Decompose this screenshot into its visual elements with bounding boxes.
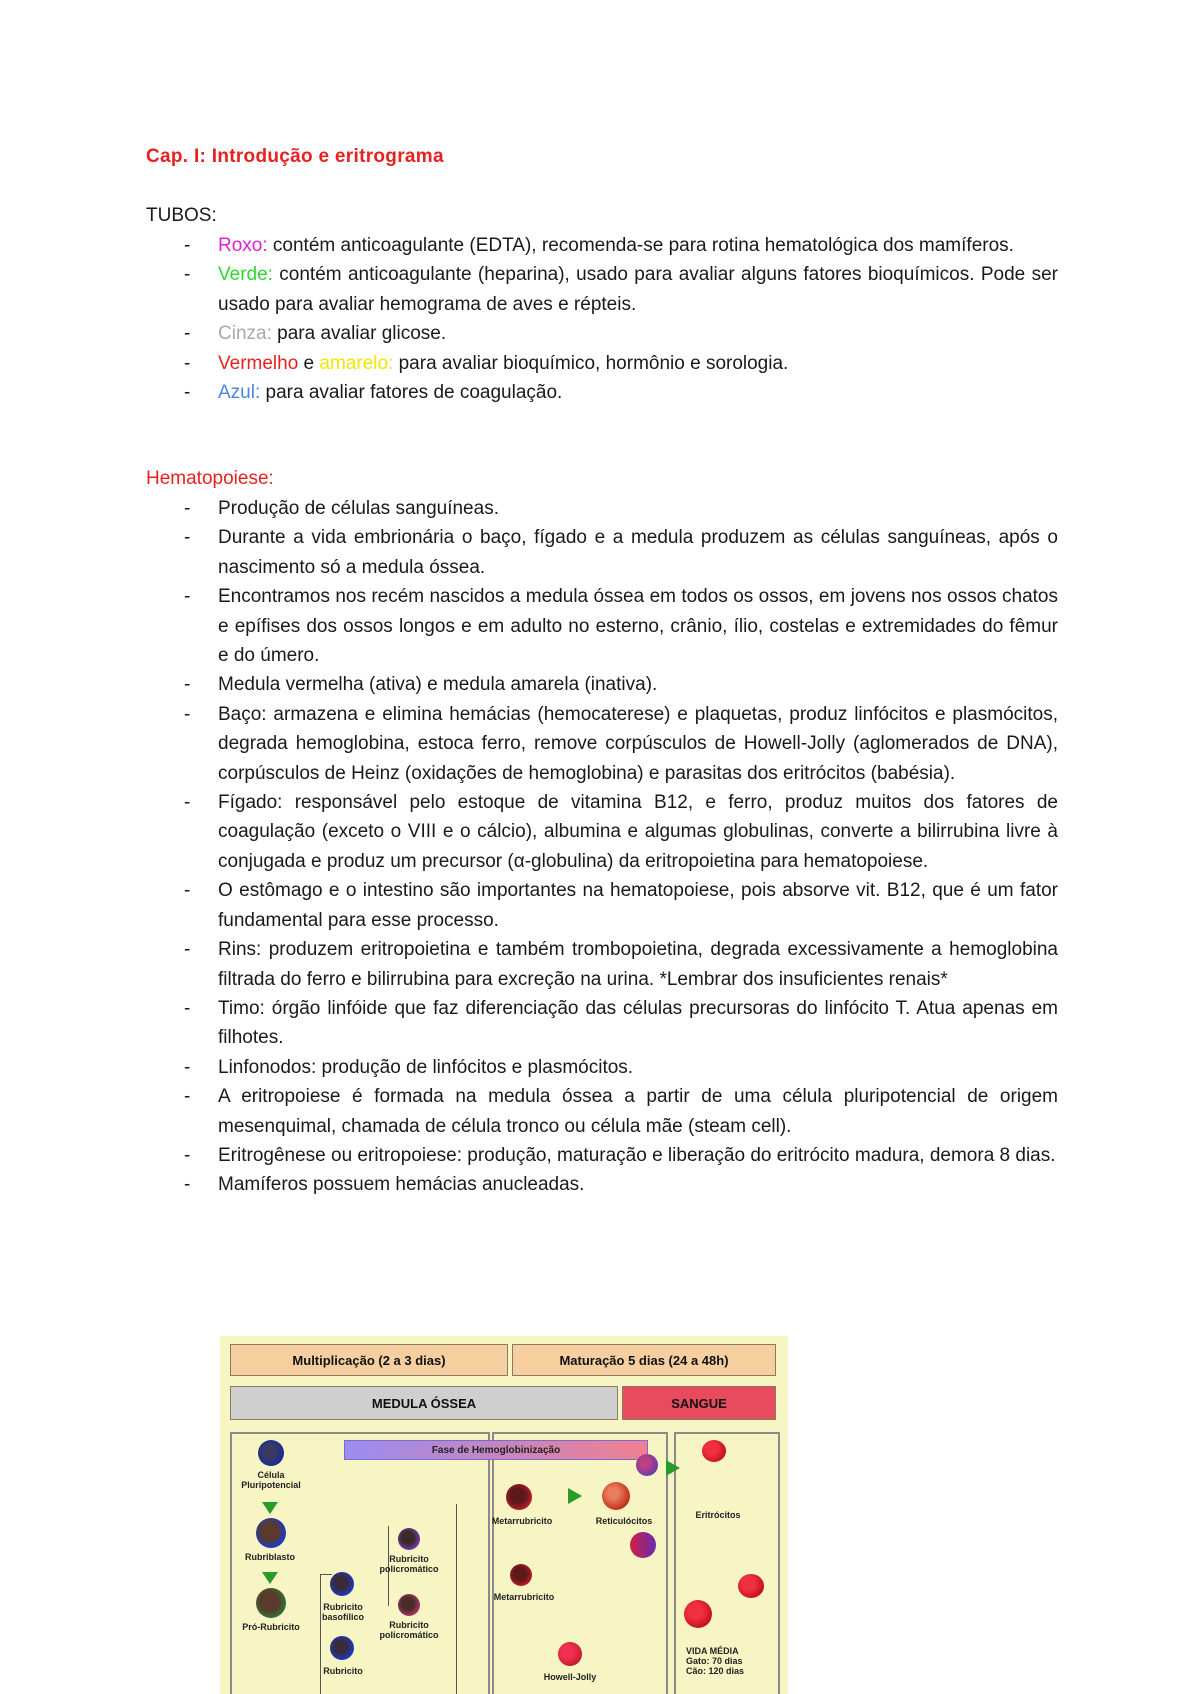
list-dash: -: [184, 586, 191, 608]
list-dash: -: [184, 997, 191, 1019]
list-item: [146, 994, 1058, 1053]
list-item-text: A eritropoiese é formada na medula óssea a partir de uma célula pluripotencial de origem mesenquimal, chamada de célula tronco ou célula mãe (steam cell).: [218, 1086, 1058, 1137]
list-item-text: Medula vermelha (ativa) e medula amarela (inativa).: [218, 674, 658, 696]
tubos-heading: TUBOS:: [146, 205, 217, 226]
list-item: [146, 260, 1058, 319]
metarubricyte-label: Metarrubricito: [493, 1592, 555, 1602]
bone-marrow-bar: MEDULA ÓSSEA: [230, 1386, 618, 1420]
tube-description: para avaliar fatores de coagulação.: [260, 382, 563, 404]
list-item: [146, 670, 1058, 699]
list-item: [146, 700, 1058, 788]
erythropoiesis-figure: [220, 1336, 788, 1694]
pro-rubricyte-label: Pró-Rubricito: [242, 1622, 300, 1632]
list-item: [146, 494, 1058, 523]
list-item: [146, 231, 1058, 260]
list-item-text: O estômago e o intestino são importantes na hematopoiese, pois absorve vit. B12, que é um fator fundamental para esse processo.: [218, 880, 1058, 931]
polychromatic-rubricyte-label: Rubricito policromático: [379, 1620, 439, 1640]
tube-color-label: Vermelho: [218, 352, 299, 374]
tube-color-label: Verde:: [218, 264, 273, 286]
blood-bar: SANGUE: [622, 1386, 776, 1420]
list-dash: -: [184, 1086, 191, 1108]
list-dash: -: [184, 235, 191, 256]
list-item-text: Fígado: responsável pelo estoque de vitamina B12, e ferro, produz muitos dos fatores de coagulação (exceto o VIII e o cálcio), albumina e algumas globulinas, converte a bilirrubina livre à conjugada e produz um precursor (α-globulina) da eritropoietina para hematopoiese.: [218, 792, 1058, 872]
green-arrow-down-icon: [262, 1572, 278, 1584]
hematopoiese-heading: Hematopoiese:: [146, 468, 274, 489]
tube-color-label: Cinza:: [218, 323, 272, 345]
list-item: [146, 1170, 1058, 1199]
green-arrow-right-icon: [568, 1488, 582, 1504]
list-dash: -: [184, 1056, 191, 1078]
list-item-text: Produção de células sanguíneas.: [218, 498, 499, 519]
list-item: [146, 582, 1058, 670]
rubriblast-cell-icon: [256, 1518, 286, 1548]
list-item: [146, 523, 1058, 582]
connector-line: [320, 1574, 321, 1694]
reticulocyte-cell-icon: [636, 1454, 658, 1476]
pluripotent-cell-label: Célula Pluripotencial: [241, 1470, 301, 1490]
green-arrow-right-icon: [666, 1460, 680, 1476]
pluripotent-cell-icon: [258, 1440, 284, 1466]
list-dash: -: [184, 1144, 191, 1166]
list-dash: -: [184, 323, 191, 345]
list-dash: -: [184, 527, 191, 549]
basophilic-rubricyte-label: Rubricito basofílico: [321, 1602, 364, 1622]
polychromatic-rubricyte-cell-icon: [398, 1528, 420, 1550]
metarubricyte-cell-icon: [506, 1484, 532, 1510]
erythrocyte-cell-icon: [702, 1440, 726, 1462]
list-item: [146, 378, 1058, 407]
list-item: [146, 1053, 1058, 1082]
tubos-list: [146, 231, 1058, 407]
list-dash: -: [184, 264, 191, 286]
life-span-label: VIDA MÉDIA Gato: 70 dias Cão: 120 dias: [686, 1646, 745, 1676]
list-item: [146, 1082, 1058, 1141]
list-item-text: Baço: armazena e elimina hemácias (hemocaterese) e plaquetas, produz linfócitos e plasmócitos, degrada hemoglobina, estoca ferro, remove corpúsculos de Howell-Jolly (aglomerados de DNA), corpúsculos de Heinz (oxidações de hemoglobina) e parasitas dos eritrócitos (babésia).: [218, 703, 1058, 784]
list-dash: -: [184, 939, 191, 961]
connector-line: [320, 1574, 332, 1575]
rubriblast-label: Rubriblasto: [244, 1552, 295, 1562]
list-item-text: Eritrogênese ou eritropoiese: produção, maturação e liberação do eritrócito madura, demora 8 dias.: [218, 1144, 1056, 1166]
tube-description: contém anticoagulante (heparina), usado para avaliar alguns fatores bioquímicos. Pode ser usado para avaliar hemograma de aves e répteis.: [218, 264, 1058, 315]
list-dash: -: [184, 382, 191, 404]
tube-description: para avaliar glicose.: [271, 323, 447, 345]
rubricyte-cell-icon: [330, 1636, 354, 1660]
connector-line: [456, 1504, 457, 1694]
multiplication-bar: Multiplicação (2 a 3 dias): [230, 1344, 508, 1376]
list-dash: -: [184, 352, 191, 374]
tube-connector: e: [298, 352, 320, 374]
list-item-text: Timo: órgão linfóide que faz diferenciação das células precursoras do linfócito T. Atua apenas em filhotes.: [218, 997, 1058, 1049]
list-dash: -: [184, 674, 191, 696]
tube-description: para avaliar bioquímico, hormônio e sorologia.: [393, 352, 789, 374]
list-item-text: Durante a vida embrionária o baço, fígado e a medula produzem as células sanguíneas, após o nascimento só a medula óssea.: [218, 527, 1058, 578]
list-item: [146, 349, 1058, 378]
list-item: [146, 319, 1058, 348]
tube-description: contém anticoagulante (EDTA), recomenda-se para rotina hematológica dos mamíferos.: [267, 235, 1014, 256]
hemoglobinization-phase-bar: Fase de Hemoglobinização: [344, 1440, 648, 1460]
metarubricyte-cell-icon: [510, 1564, 532, 1586]
tube-color-label: amarelo:: [319, 352, 394, 374]
list-item: [146, 876, 1058, 935]
list-item: [146, 935, 1058, 994]
list-dash: -: [184, 703, 191, 725]
erythrocytes-label: Eritrócitos: [695, 1510, 741, 1520]
list-item-text: Linfonodos: produção de linfócitos e plasmócitos.: [218, 1056, 634, 1078]
basophilic-rubricyte-cell-icon: [330, 1572, 354, 1596]
rubricyte-label: Rubricito: [323, 1666, 363, 1676]
erythrocyte-cell-icon: [684, 1600, 712, 1628]
erythrocyte-cell-icon: [738, 1574, 764, 1598]
list-item: [146, 1141, 1058, 1170]
pro-rubricyte-cell-icon: [256, 1588, 286, 1618]
list-dash: -: [184, 880, 191, 902]
maturation-bar: Maturação 5 dias (24 a 48h): [512, 1344, 776, 1376]
howell-jolly-label: Howell-Jolly: [543, 1672, 597, 1682]
list-item-text: Mamíferos possuem hemácias anucleadas.: [218, 1174, 585, 1196]
hematopoiese-list: [146, 494, 1058, 1200]
list-dash: -: [184, 1174, 191, 1196]
metarubricyte-label: Metarrubricito: [491, 1516, 553, 1526]
reticulocyte-cell-icon: [602, 1482, 630, 1510]
list-dash: -: [184, 792, 191, 814]
list-item: [146, 788, 1058, 876]
howell-jolly-cell-icon: [558, 1642, 582, 1666]
chapter-title: Cap. I: Introdução e eritrograma: [146, 146, 444, 167]
tube-color-label: Roxo:: [218, 235, 268, 256]
tube-color-label: Azul:: [218, 382, 261, 404]
list-item-text: Rins: produzem eritropoietina e também trombopoietina, degrada excessivamente a hemoglobina filtrada do ferro e bilirrubina para excreção na urina. *Lembrar dos insuficientes renais*: [218, 939, 1058, 990]
polychromatic-rubricyte-cell-icon: [398, 1594, 420, 1616]
list-dash: -: [184, 498, 191, 519]
reticulocyte-cell-icon: [630, 1532, 656, 1558]
green-arrow-down-icon: [262, 1502, 278, 1514]
reticulocytes-label: Reticulócitos: [595, 1516, 653, 1526]
list-item-text: Encontramos nos recém nascidos a medula óssea em todos os ossos, em jovens nos ossos chatos e epífises dos ossos longos e em adulto no esterno, crânio, ílio, costelas e extremidades do fêmur e do úmero.: [218, 586, 1058, 667]
polychromatic-rubricyte-label: Rubricito policromático: [379, 1554, 439, 1574]
